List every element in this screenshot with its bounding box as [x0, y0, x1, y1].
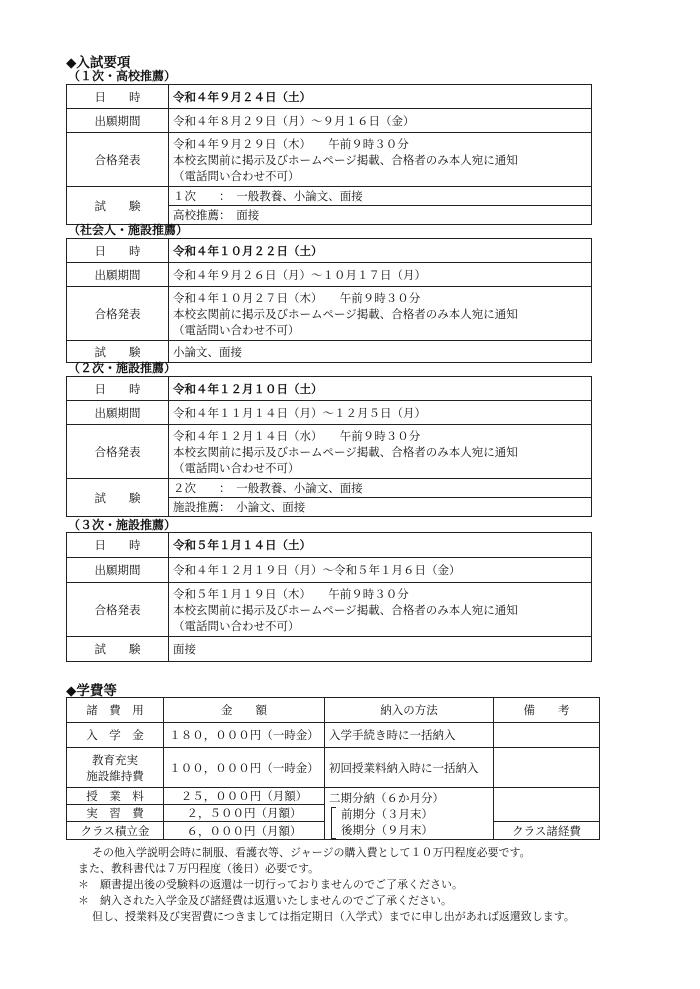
exam-table-1 [66, 84, 592, 225]
fees-header: 諸 費 用 [67, 698, 164, 723]
result-label: 合格発表 [67, 133, 169, 187]
note-line: その他入学説明会時に制服、看護衣等、ジャージの購入費として１０万円程度必要です。 [92, 846, 531, 859]
note-line: ＊ 納入された入学金及び諸経費は返還いたしませんのでご了承ください。 [78, 894, 452, 907]
section-title-admission: ◆入試要項 [66, 55, 131, 71]
fee-note [494, 788, 600, 822]
apply-label: 出願期間 [67, 263, 169, 287]
fee-item-line: 施設維持費 [86, 768, 144, 783]
exam-item: 面接 [169, 637, 592, 662]
exam-table-3 [66, 376, 592, 517]
result-line: 本校玄関前に掲示及びホームページ掲載、合格者のみ本人宛に通知 [173, 152, 518, 167]
exam-item: １次 ： 一般教養、小論文、面接 [169, 187, 592, 206]
date-label: 日 時 [67, 239, 169, 263]
split-payment-method [325, 788, 494, 840]
fees-table [66, 697, 600, 840]
result-line: 本校玄関前に掲示及びホームページ掲載、合格者のみ本人宛に通知 [173, 444, 518, 459]
note-line: ＊ 願書提出後の受験料の返還は一切行っておりませんのでご了承ください。 [78, 878, 463, 891]
result-line: 令和４年９月２９日（木） 午前９時３０分 [173, 136, 409, 151]
bracket-mark [331, 807, 336, 839]
result-line: （電話問い合わせ不可） [173, 168, 300, 183]
split-first: 前期分（３月末） [341, 807, 433, 821]
fee-amount: ６，０００円（月額） [164, 822, 325, 840]
fee-amount: ２５，０００円（月額） [164, 788, 325, 805]
exam-item: 施設推薦： 小論文、面接 [169, 498, 592, 517]
fees-header: 納入の方法 [325, 698, 494, 723]
apply-period: 令和４年９月２６日（月）～１０月１７日（月） [169, 263, 592, 287]
fee-amount: ２，５００円（月額） [164, 805, 325, 822]
exam-date: 令和４年９月２４日（土） [169, 85, 592, 109]
fee-item: 授 業 料 [67, 788, 164, 805]
date-label: 日 時 [67, 533, 169, 558]
block-heading: （１次・高校推薦） [68, 69, 177, 83]
result-line: 令和４年１２月１４日（水） 午前９時３０分 [173, 428, 421, 443]
result-label: 合格発表 [67, 425, 169, 479]
apply-label: 出願期間 [67, 558, 169, 583]
result-info [169, 425, 592, 479]
apply-period: 令和４年１１月１４日（月）～１２月５日（月） [169, 401, 592, 425]
date-label: 日 時 [67, 85, 169, 109]
block-heading: （社会人・施設推薦） [68, 223, 189, 237]
exam-item: 小論文、面接 [169, 341, 592, 363]
result-label: 合格発表 [67, 287, 169, 341]
apply-label: 出願期間 [67, 401, 169, 425]
exam-label: 試 験 [67, 479, 169, 517]
block-heading: （３次・施設推薦） [68, 518, 177, 532]
block-heading: （２次・施設推薦） [68, 361, 177, 375]
fees-header: 金 額 [164, 698, 325, 723]
split-second: 後期分（９月末） [341, 823, 433, 837]
exam-table-2 [66, 238, 592, 363]
result-label: 合格発表 [67, 583, 169, 637]
exam-table-4 [66, 532, 592, 662]
split-title: 二期分納（６か月分） [329, 791, 444, 805]
result-line: 令和５年１月１９日（木） 午前９時３０分 [173, 586, 409, 601]
fee-note [494, 723, 600, 748]
fees-header: 備 考 [494, 698, 600, 723]
note-line: 但し、授業料及び実習費につきましては指定期日（入学式）までに申し出があれば返還致します。 [92, 910, 575, 923]
result-info [169, 287, 592, 341]
result-line: 令和４年１０月２７日（木） 午前９時３０分 [173, 290, 421, 305]
fee-item: クラス積立金 [67, 822, 164, 840]
exam-label: 試 験 [67, 341, 169, 363]
fee-note: クラス諸経費 [494, 822, 600, 840]
apply-label: 出願期間 [67, 109, 169, 133]
date-label: 日 時 [67, 377, 169, 401]
fee-method: 入学手続き時に一括納入 [325, 723, 494, 748]
fee-item: 実 習 費 [67, 805, 164, 822]
fee-item [67, 748, 164, 788]
fee-amount: １００，０００円（一時金） [164, 748, 325, 788]
result-line: （電話問い合わせ不可） [173, 618, 300, 633]
result-info [169, 133, 592, 187]
result-line: （電話問い合わせ不可） [173, 460, 300, 475]
result-line: 本校玄関前に掲示及びホームページ掲載、合格者のみ本人宛に通知 [173, 602, 518, 617]
fee-method: 初回授業料納入時に一括納入 [325, 748, 494, 788]
fee-item-line: 教育充実 [92, 752, 138, 767]
exam-label: 試 験 [67, 637, 169, 662]
result-line: 本校玄関前に掲示及びホームページ掲載、合格者のみ本人宛に通知 [173, 306, 518, 321]
exam-date: 令和４年１０月２２日（土） [169, 239, 592, 263]
apply-period: 令和４年８月２９日（月）～９月１６日（金） [169, 109, 592, 133]
exam-date: 令和４年１２月１０日（土） [169, 377, 592, 401]
fee-amount: １８０，０００円（一時金） [164, 723, 325, 748]
apply-period: 令和４年１２月１９日（月）～令和５年１月６日（金） [169, 558, 592, 583]
result-info [169, 583, 592, 637]
exam-label: 試 験 [67, 187, 169, 225]
exam-item: ２次 ： 一般教養、小論文、面接 [169, 479, 592, 498]
fee-item: 入 学 金 [67, 723, 164, 748]
exam-item: 高校推薦： 面接 [169, 206, 592, 225]
fee-note [494, 748, 600, 788]
exam-date: 令和５年１月１４日（土） [169, 533, 592, 558]
note-line: また、教科書代は７万円程度（後日）必要です。 [78, 862, 320, 875]
result-line: （電話問い合わせ不可） [173, 322, 300, 337]
section-title-fees: ◆学費等 [66, 683, 117, 699]
